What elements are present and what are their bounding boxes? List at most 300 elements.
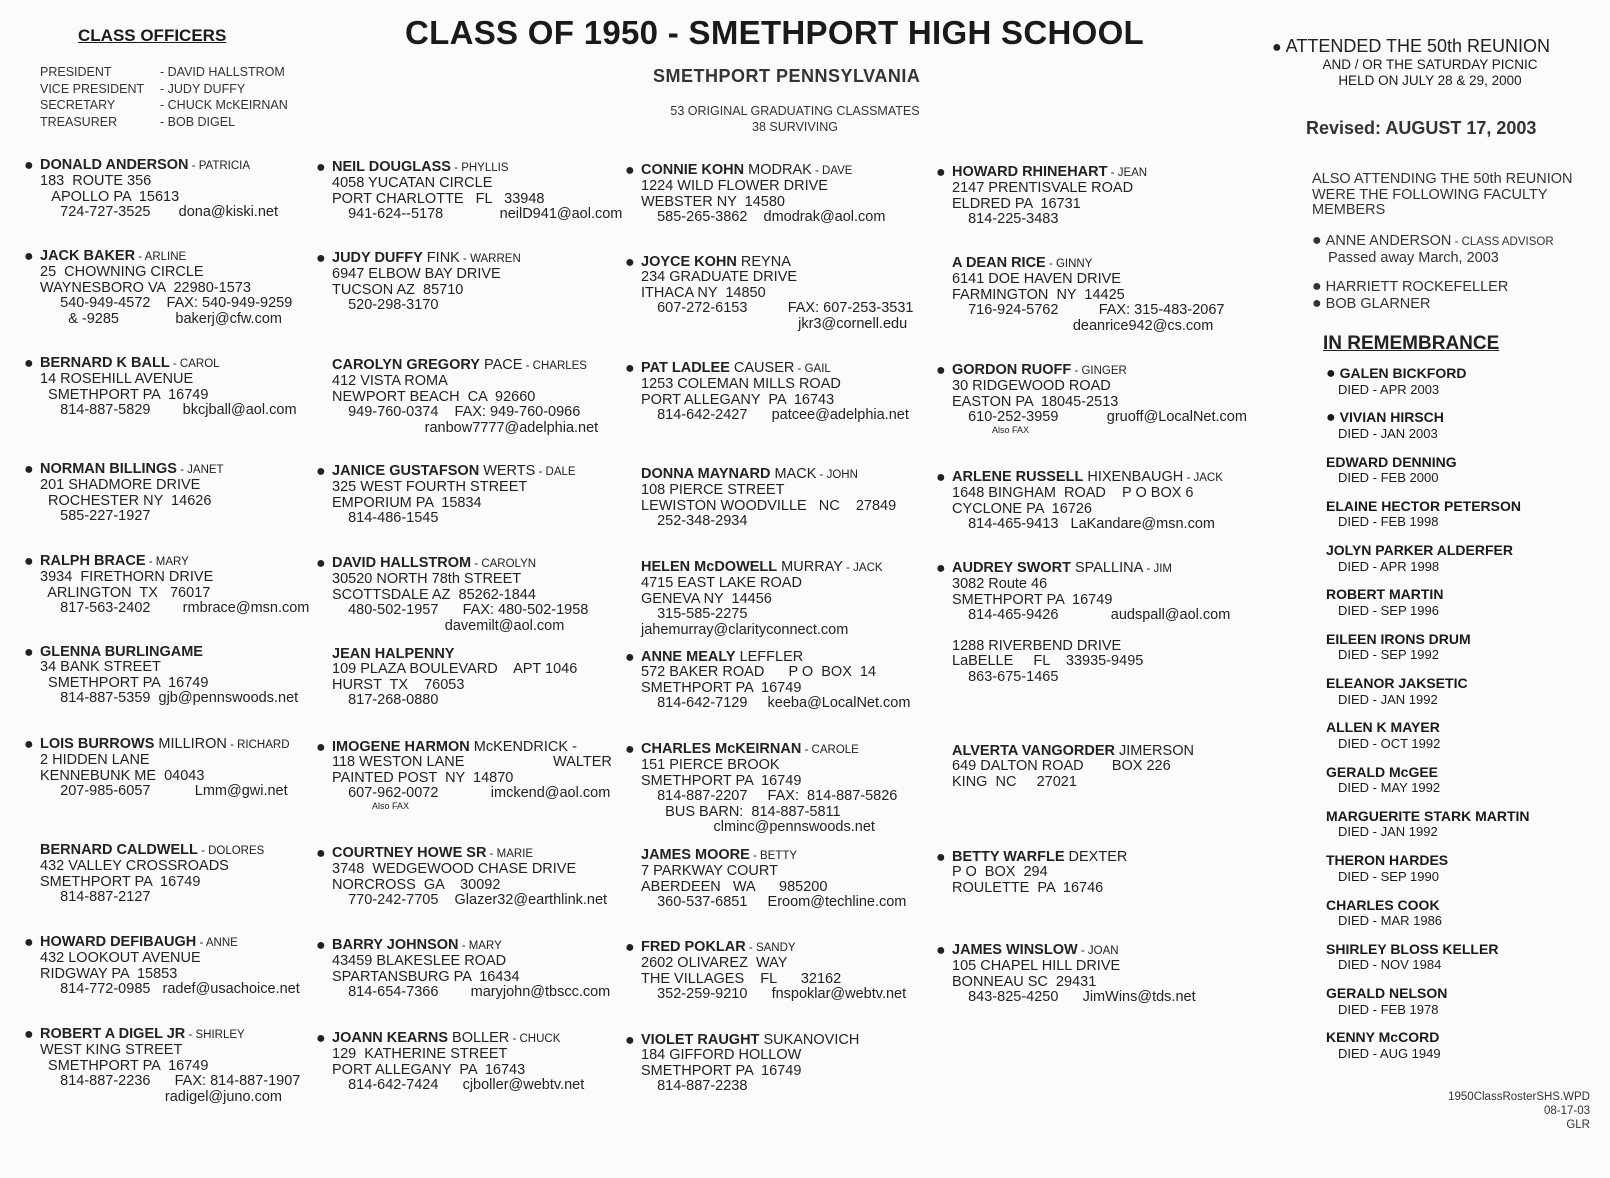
spouse-name: - MARY <box>458 940 502 952</box>
classmate-detail-line: 1648 BINGHAM ROAD P O BOX 6 <box>952 485 1194 502</box>
classmate-detail-line: 234 GRADUATE DRIVE <box>641 269 798 286</box>
classmate-name-line <box>332 647 642 662</box>
classmate-name-line <box>332 251 642 267</box>
classmate-name-line <box>641 939 951 959</box>
classmate-detail-line: 814-887-2238 <box>641 1078 748 1095</box>
remembrance-name-text: VIVIAN HIRSCH <box>1339 409 1444 426</box>
spouse-name: - JIM <box>1143 563 1172 575</box>
classmate-entry <box>625 162 951 226</box>
classmate-entry <box>936 362 1262 435</box>
classmate-detail-line: SMETHPORT PA 16749 <box>641 1062 802 1079</box>
classmate-name: JOYCE KOHN <box>641 254 737 270</box>
married-name: SPALLINA <box>1070 560 1144 576</box>
classmate-name-line <box>952 943 1262 959</box>
spouse-name: - GINNY <box>1045 258 1093 270</box>
remembrance-date: DIED - AUG 1949 <box>1338 1045 1441 1061</box>
spouse-name: - BETTY <box>749 850 798 862</box>
classmate-detail-line: EMPORIUM PA 15834 <box>332 494 482 511</box>
file-date: 08-17-03 <box>1543 1105 1590 1117</box>
classmate-entry <box>24 934 350 998</box>
officer-name: - DAVID HALLSTROM <box>160 65 285 79</box>
officer-role: SECRETARY <box>40 98 116 112</box>
remembrance-date: DIED - JAN 2003 <box>1338 425 1438 441</box>
classmate-detail-line: 184 GIFFORD HOLLOW <box>641 1047 802 1064</box>
classmate-name-line <box>952 256 1262 272</box>
classmate-detail-line: 520-298-3170 <box>332 297 439 314</box>
classmate-name-line <box>40 645 350 660</box>
classmate-entry <box>936 560 1262 685</box>
faculty-note: - CLASS ADVISOR <box>1451 236 1554 248</box>
classmate-detail-line: 207-985-6057 Lmm@gwi.net <box>40 783 288 800</box>
faculty-name: HARRIETT ROCKEFELLER <box>1325 279 1509 295</box>
classmate-detail-line: WEBSTER NY 14580 <box>641 193 785 210</box>
classmate-name: JACK BAKER <box>40 248 136 264</box>
spouse-name: - DALE <box>535 466 576 478</box>
classmate-entry <box>316 159 642 223</box>
classmate-entry <box>316 555 642 634</box>
married-name: MACK <box>770 466 817 482</box>
spouse-name: - CHARLES <box>522 360 587 372</box>
classmate-name: DONNA MAYNARD <box>641 466 771 482</box>
classmate-name-line <box>641 742 951 758</box>
remembrance-date: DIED - APR 1998 <box>1338 558 1440 574</box>
classmate-detail-line: RIDGWAY PA 15853 <box>40 965 178 982</box>
classmate-detail-line: NEWPORT BEACH CA 92660 <box>332 388 536 405</box>
remembrance-item <box>1326 1030 1606 1074</box>
classmate-entry <box>24 644 350 707</box>
married-name: MILLIRON <box>154 736 227 752</box>
classmate-detail-line: 770-242-7705 Glazer32@earthlink.net <box>332 892 608 909</box>
married-name: FINK <box>422 250 460 266</box>
attended-bullet-icon: ● <box>625 162 635 179</box>
bullet-icon: ● <box>1326 409 1336 427</box>
classmate-entry <box>316 463 642 527</box>
attended-bullet-icon: ● <box>316 555 326 572</box>
remembrance-name <box>1326 853 1606 869</box>
married-name: MURRAY <box>777 559 843 575</box>
classmate-name-line <box>952 744 1262 759</box>
remembrance-name <box>1326 942 1606 958</box>
classmate-detail-line: 814-887-2127 <box>40 889 151 906</box>
married-name: JIMERSON <box>1115 743 1194 759</box>
classmate-entry <box>24 248 350 327</box>
classmate-detail-line: GENEVA NY 14456 <box>641 590 772 607</box>
classmate-detail-line: 814-654-7366 maryjohn@tbscc.com <box>332 984 611 1001</box>
attended-bullet-icon: ● <box>316 845 326 862</box>
classmate-name-line <box>332 159 642 179</box>
classmate-name: HELEN McDOWELL <box>641 559 778 575</box>
classmate-detail-line: SPARTANSBURG PA 16434 <box>332 968 520 985</box>
bullet-icon: ● <box>1312 294 1322 312</box>
classmate-entry <box>936 469 1262 533</box>
classmate-detail-line: 43459 BLAKESLEE ROAD <box>332 953 507 970</box>
classmate-detail-line: EASTON PA 18045-2513 <box>952 393 1119 410</box>
classmate-detail-line: BUS BARN: 814-887-5811 <box>641 803 841 820</box>
classmate-entry <box>936 849 1262 896</box>
remembrance-name-text: ELEANOR JAKSETIC <box>1326 675 1468 692</box>
classmate-name-line <box>952 850 1262 865</box>
faculty-member <box>1312 296 1610 313</box>
classmate-name: NEIL DOUGLASS <box>332 159 451 175</box>
classmate-name: RALPH BRACE <box>40 553 146 569</box>
spouse-name: - DOLORES <box>197 845 265 857</box>
remembrance-item <box>1326 986 1606 1030</box>
attended-bullet-icon: ● <box>316 1030 326 1047</box>
remembrance-date: DIED - OCT 1992 <box>1338 735 1441 751</box>
reunion-line: AND / OR THE SATURDAY PICNIC <box>1322 57 1538 72</box>
classmate-detail-line: 863-675-1465 <box>952 668 1059 685</box>
spouse-name: - JACK <box>1183 472 1223 484</box>
classmate-entry <box>936 942 1262 1006</box>
officer-role: PRESIDENT <box>40 65 112 79</box>
married-name: LEFFLER <box>735 649 804 665</box>
remembrance-date: DIED - MAY 1992 <box>1338 780 1441 796</box>
classmate-entry <box>316 250 642 314</box>
remembrance-date: DIED - FEB 2000 <box>1338 470 1439 486</box>
remembrance-name-text: ROBERT MARTIN <box>1326 586 1444 603</box>
remembrance-name <box>1326 676 1606 692</box>
classmate-name-line <box>332 846 642 862</box>
classmate-detail-line: SCOTTSDALE AZ 85262-1844 <box>332 586 536 603</box>
classmate-name: JAMES MOORE <box>641 847 750 863</box>
classmate-entry <box>936 164 1262 228</box>
classmate-detail-line: 360-537-6851 Eroom@techline.com <box>641 894 907 911</box>
remembrance-item <box>1326 853 1606 897</box>
attended-bullet-icon: ● <box>625 939 635 956</box>
classmate-name: HOWARD RHINEHART <box>952 164 1108 180</box>
classmate-detail-line: 814-887-5359 gjb@pennswoods.net <box>40 690 299 707</box>
attended-bullet-icon: ● <box>24 157 34 174</box>
classmate-detail-line: 151 PIERCE BROOK <box>641 757 780 774</box>
remembrance-name <box>1326 455 1606 471</box>
remembrance-name <box>1326 632 1606 648</box>
classmate-name: JANICE GUSTAFSON <box>332 463 480 479</box>
attended-bullet-icon: ● <box>316 159 326 176</box>
classmate-entry <box>625 649 951 712</box>
classmate-detail-line: 2602 OLIVAREZ WAY <box>641 955 788 972</box>
classmate-detail-line: 585-227-1927 <box>40 508 151 525</box>
remembrance-name-text: THERON HARDES <box>1326 852 1449 869</box>
spouse-name: - DAVE <box>811 165 853 177</box>
classmate-name-line <box>641 255 951 270</box>
remembrance-name-text: GALEN BICKFORD <box>1339 365 1467 381</box>
married-name: MODRAK <box>744 162 812 178</box>
classmate-detail-line: 3082 Route 46 <box>952 576 1048 593</box>
classmate-detail-line: 2 HIDDEN LANE <box>40 752 150 769</box>
classmate-name: ROBERT A DIGEL JR <box>40 1026 186 1042</box>
classmate-entry <box>952 744 1262 790</box>
classmate-entry <box>625 741 951 836</box>
classmate-detail-line: 412 VISTA ROMA <box>332 373 448 390</box>
classmate-name: ALVERTA VANGORDER <box>952 743 1115 759</box>
classmate-name: JAMES WINSLOW <box>952 942 1078 958</box>
spouse-name: - CAROLYN <box>471 558 537 570</box>
classmate-detail-line: APOLLO PA 15613 <box>40 188 180 205</box>
married-name: REYNA <box>736 254 791 270</box>
classmate-detail-line: 814-642-7129 keeba@LocalNet.com <box>641 695 911 712</box>
file-initials: GLR <box>1566 1119 1590 1131</box>
remembrance-name-text: JOLYN PARKER ALDERFER <box>1326 542 1513 559</box>
classmate-detail-line: PORT ALLEGANY PA 16743 <box>332 1061 526 1078</box>
original-count: 53 ORIGINAL GRADUATING CLASSMATES <box>670 104 920 118</box>
classmate-detail-line: 540-949-4572 FAX: 540-949-9259 <box>40 295 293 312</box>
classmate-name: JEAN HALPENNY <box>332 646 455 662</box>
classmate-detail-line: 34 BANK STREET <box>40 659 161 676</box>
spouse-name: - PHYLLIS <box>450 162 509 174</box>
classmate-name: COURTNEY HOWE SR <box>332 845 487 861</box>
classmate-detail-line: 129 KATHERINE STREET <box>332 1046 508 1063</box>
classmate-name-line <box>641 361 951 377</box>
classmate-detail-line: KENNEBUNK ME 04043 <box>40 767 205 784</box>
attended-bullet-icon: ● <box>936 560 946 577</box>
classmate-detail-line: SMETHPORT PA 16749 <box>952 591 1113 608</box>
classmate-detail-line: SMETHPORT PA 16749 <box>40 873 201 890</box>
classmate-name: ARLENE RUSSELL <box>952 469 1084 485</box>
classmate-detail-line: 108 PIERCE STREET <box>641 482 785 499</box>
classmate-detail-line: ranbow7777@adelphia.net <box>332 419 599 436</box>
classmate-detail-line: SMETHPORT PA 16749 <box>40 386 209 403</box>
file-stamp <box>1420 1090 1590 1132</box>
married-name: BOLLER <box>448 1030 510 1046</box>
remembrance-item <box>1326 543 1606 587</box>
revised-date: Revised: AUGUST 17, 2003 <box>1306 118 1537 138</box>
classmate-name-line <box>40 249 350 265</box>
officer-name: - BOB DIGEL <box>160 114 236 129</box>
spouse-name: - WARREN <box>459 253 521 265</box>
classmate-detail-line: 1288 RIVERBEND DRIVE <box>952 638 1122 655</box>
classmate-detail-line: 14 ROSEHILL AVENUE <box>40 371 194 388</box>
classmate-name-line <box>40 158 350 174</box>
classmate-detail-line: BONNEAU SC 29431 <box>952 973 1097 990</box>
classmate-entry <box>625 360 951 424</box>
classmate-detail-line: SMETHPORT PA 16749 <box>641 679 802 696</box>
classmate-detail-line: 201 SHADMORE DRIVE <box>40 477 201 494</box>
officer-row <box>40 114 288 131</box>
officer-role: VICE PRESIDENT <box>40 81 145 96</box>
classmate-detail-line: jkr3@cornell.edu <box>641 315 908 332</box>
classmate-name: HOWARD DEFIBAUGH <box>40 934 197 950</box>
classmate-entry <box>316 845 642 909</box>
classmate-entry <box>316 739 642 811</box>
classmate-name: JUDY DUFFY <box>332 250 423 266</box>
bullet-icon: ● <box>1326 365 1336 382</box>
classmate-name: GLENNA BURLINGAME <box>40 644 203 660</box>
classmate-name: BERNARD K BALL <box>40 355 170 371</box>
remembrance-name <box>1326 986 1606 1002</box>
classmate-entry <box>24 736 350 800</box>
fax-note: Also FAX <box>372 800 410 811</box>
reunion-legend <box>1272 36 1602 88</box>
attended-bullet-icon: ● <box>625 741 635 758</box>
remembrance-name <box>1326 1030 1606 1046</box>
remembrance-heading: IN REMEMBRANCE <box>1323 333 1500 354</box>
classmate-detail-line: ELDRED PA 16731 <box>952 195 1081 212</box>
classmate-entry <box>332 647 642 709</box>
classmate-entry <box>641 560 951 638</box>
attended-bullet-icon: ● <box>625 360 635 377</box>
classmate-entry <box>625 939 951 1003</box>
married-name: McKENDRICK - <box>469 739 577 755</box>
classmate-name-line <box>952 363 1262 379</box>
attended-bullet-icon: ● <box>936 362 946 379</box>
attended-bullet-icon: ● <box>936 164 946 181</box>
remembrance-item <box>1326 587 1606 631</box>
remembrance-name-text: ELAINE HECTOR PETERSON <box>1326 497 1521 514</box>
remembrance-date: DIED - SEP 1996 <box>1338 602 1439 618</box>
classmate-detail-line: deanrice942@cs.com <box>952 317 1214 334</box>
classmate-name-line <box>40 842 350 862</box>
classmate-detail-line: 814-642-7424 cjboller@webtv.net <box>332 1077 585 1094</box>
classmate-detail-line: radigel@juno.com <box>40 1088 282 1105</box>
classmate-name: CONNIE KOHN <box>641 162 745 178</box>
classmate-detail-line: SMETHPORT PA 16749 <box>641 772 802 789</box>
classmate-detail-line: 30520 NORTH 78th STREET <box>332 571 522 588</box>
classmate-detail-line: 325 WEST FOURTH STREET <box>332 479 528 496</box>
classmate-detail-line: ITHACA NY 14850 <box>641 284 766 301</box>
classmate-name: CHARLES McKEIRNAN <box>641 741 802 757</box>
classmate-entry <box>24 157 350 221</box>
remembrance-item <box>1326 499 1606 543</box>
attended-bullet-icon: ● <box>625 1032 635 1049</box>
remembrance-date: DIED - MAR 1986 <box>1338 913 1443 929</box>
attended-bullet-icon: ● <box>24 553 34 570</box>
classmate-entry <box>24 553 350 617</box>
page-title: CLASS OF 1950 - SMETHPORT HIGH SCHOOL <box>405 14 1145 51</box>
classmate-detail-line: 724-727-3525 dona@kiski.net <box>40 204 278 221</box>
attended-bullet-icon: ● <box>625 254 635 271</box>
classmate-detail-line: 814-642-2427 patcee@adelphia.net <box>641 407 909 424</box>
classmate-detail-line: 716-924-5762 FAX: 315-483-2067 <box>952 302 1225 319</box>
classmate-detail-line: PORT CHARLOTTE FL 33948 <box>332 190 545 207</box>
remembrance-name-text: GERALD McGEE <box>1326 763 1439 780</box>
classmate-detail-line: 3934 FIRETHORN DRIVE <box>40 569 214 586</box>
classmate-detail-line <box>952 624 1262 639</box>
classmate-name-line <box>332 464 642 480</box>
classmate-detail-line: WEST KING STREET <box>40 1042 183 1059</box>
faculty-name: ANNE ANDERSON <box>1325 233 1452 249</box>
remembrance-list <box>1326 366 1606 1075</box>
classmate-detail-line: PORT ALLEGANY PA 16743 <box>641 391 835 408</box>
classmate-detail-line: 649 DALTON ROAD BOX 226 <box>952 758 1171 775</box>
classmate-detail-line: THE VILLAGES FL 32162 <box>641 970 842 987</box>
classmate-detail-line: P O BOX 294 <box>952 864 1048 881</box>
classmate-detail-line: 814-772-0985 radef@usachoice.net <box>40 981 300 998</box>
attended-bullet-icon: ● <box>24 644 34 661</box>
classmate-detail-line: 109 PLAZA BOULEVARD APT 1046 <box>332 661 578 678</box>
bullet-icon: ● <box>1272 39 1282 56</box>
classmate-name-line <box>40 356 350 372</box>
classmate-detail-line: WAYNESBORO VA 22980-1573 <box>40 279 251 296</box>
remembrance-name-text: CHARLES COOK <box>1326 896 1440 913</box>
attended-bullet-icon: ● <box>625 649 635 666</box>
spouse-name: - MARIE <box>486 848 534 860</box>
remembrance-name <box>1326 587 1606 603</box>
spouse-name: - SANDY <box>745 942 796 954</box>
classmate-detail-line: LEWISTON WOODVILLE NC 27849 <box>641 497 897 514</box>
officer-name: - CHUCK McKEIRNAN <box>160 98 288 112</box>
graduate-counts <box>600 103 990 135</box>
spouse-name: - ANNE <box>196 937 238 949</box>
remembrance-item <box>1326 632 1606 676</box>
classmate-entry <box>24 355 350 419</box>
classmate-detail-line: CYCLONE PA 16726 <box>952 500 1092 517</box>
officers-list <box>40 64 288 130</box>
classmate-detail-line: KING NC 27021 <box>952 773 1077 790</box>
remembrance-item <box>1326 366 1606 410</box>
remembrance-name <box>1326 720 1606 736</box>
classmate-detail-line: 25 CHOWNING CIRCLE <box>40 264 204 281</box>
faculty-list <box>1312 233 1610 312</box>
classmate-detail-line: 4715 EAST LAKE ROAD <box>641 575 802 592</box>
faculty-member <box>1312 233 1610 251</box>
classmate-detail-line: 610-252-3959 gruoff@LocalNet.com <box>952 409 1247 426</box>
remembrance-item <box>1326 942 1606 986</box>
classmate-detail-line: 432 LOOKOUT AVENUE <box>40 950 201 967</box>
attended-bullet-icon: ● <box>24 248 34 265</box>
classmate-detail-line: & -9285 bakerj@cfw.com <box>40 310 282 327</box>
remembrance-date: DIED - SEP 1992 <box>1338 647 1439 663</box>
remembrance-name <box>1326 410 1606 426</box>
classmate-detail-line: jahemurray@clarityconnect.com <box>641 621 849 638</box>
classmate-entry <box>952 256 1262 334</box>
reunion-line: HELD ON JULY 28 & 29, 2000 <box>1338 72 1522 88</box>
classmate-name-line <box>40 736 350 756</box>
officer-role: TREASURER <box>40 114 118 129</box>
spouse-name: - GINGER <box>1071 365 1127 377</box>
classmate-entry <box>641 467 951 530</box>
attended-bullet-icon: ● <box>24 1026 34 1043</box>
officers-heading: CLASS OFFICERS <box>78 26 227 45</box>
attended-bullet-icon: ● <box>316 937 326 954</box>
classmate-detail-line: SMETHPORT PA 16749 <box>40 674 209 691</box>
classmate-detail-line: 315-585-2275 <box>641 606 748 623</box>
remembrance-item <box>1326 410 1606 454</box>
remembrance-item <box>1326 720 1606 764</box>
spouse-name: - SHIRLEY <box>185 1029 245 1041</box>
attended-bullet-icon: ● <box>316 463 326 480</box>
classmate-entry <box>332 358 642 436</box>
classmate-detail-line: 814-887-2207 FAX: 814-887-5826 <box>641 788 898 805</box>
classmate-entry <box>24 461 350 525</box>
spouse-name: - JANET <box>176 464 224 476</box>
classmate-detail-line: LaBELLE FL 33935-9495 <box>952 653 1144 670</box>
faculty-name: BOB GLARNER <box>1325 295 1431 312</box>
classmate-detail-line: 3748 WEDGEWOOD CHASE DRIVE <box>332 861 577 878</box>
classmate-detail-line: 1224 WILD FLOWER DRIVE <box>641 178 828 195</box>
classmate-name: PAT LADLEE <box>641 360 730 376</box>
spouse-name: - CHUCK <box>509 1033 561 1045</box>
classmate-name-line <box>332 357 642 377</box>
married-name: HIXENBAUGH <box>1083 469 1184 485</box>
classmate-detail-line: 480-502-1957 FAX: 480-502-1958 <box>332 602 589 619</box>
classmate-name-line <box>952 165 1262 181</box>
remembrance-name-text: ALLEN K MAYER <box>1326 719 1440 736</box>
attended-bullet-icon: ● <box>936 942 946 959</box>
classmate-detail-line: 4058 YUCATAN CIRCLE <box>332 175 493 192</box>
remembrance-name-text: EDWARD DENNING <box>1326 453 1457 470</box>
attended-bullet-icon: ● <box>936 469 946 486</box>
remembrance-item <box>1326 765 1606 809</box>
classmate-entry <box>316 937 642 1001</box>
remembrance-name <box>1326 809 1606 825</box>
spouse-name: - JOHN <box>816 469 858 481</box>
classmate-name-line <box>641 848 951 864</box>
classmate-detail-line: 843-825-4250 JimWins@tds.net <box>952 989 1196 1006</box>
location-subtitle: SMETHPORT PENNSYLVANIA <box>653 66 921 86</box>
classmate-name: BARRY JOHNSON <box>332 937 459 953</box>
classmate-detail-line: 352-259-9210 fnspoklar@webtv.net <box>641 986 907 1003</box>
classmate-detail-line: ABERDEEN WA 985200 <box>641 878 828 895</box>
